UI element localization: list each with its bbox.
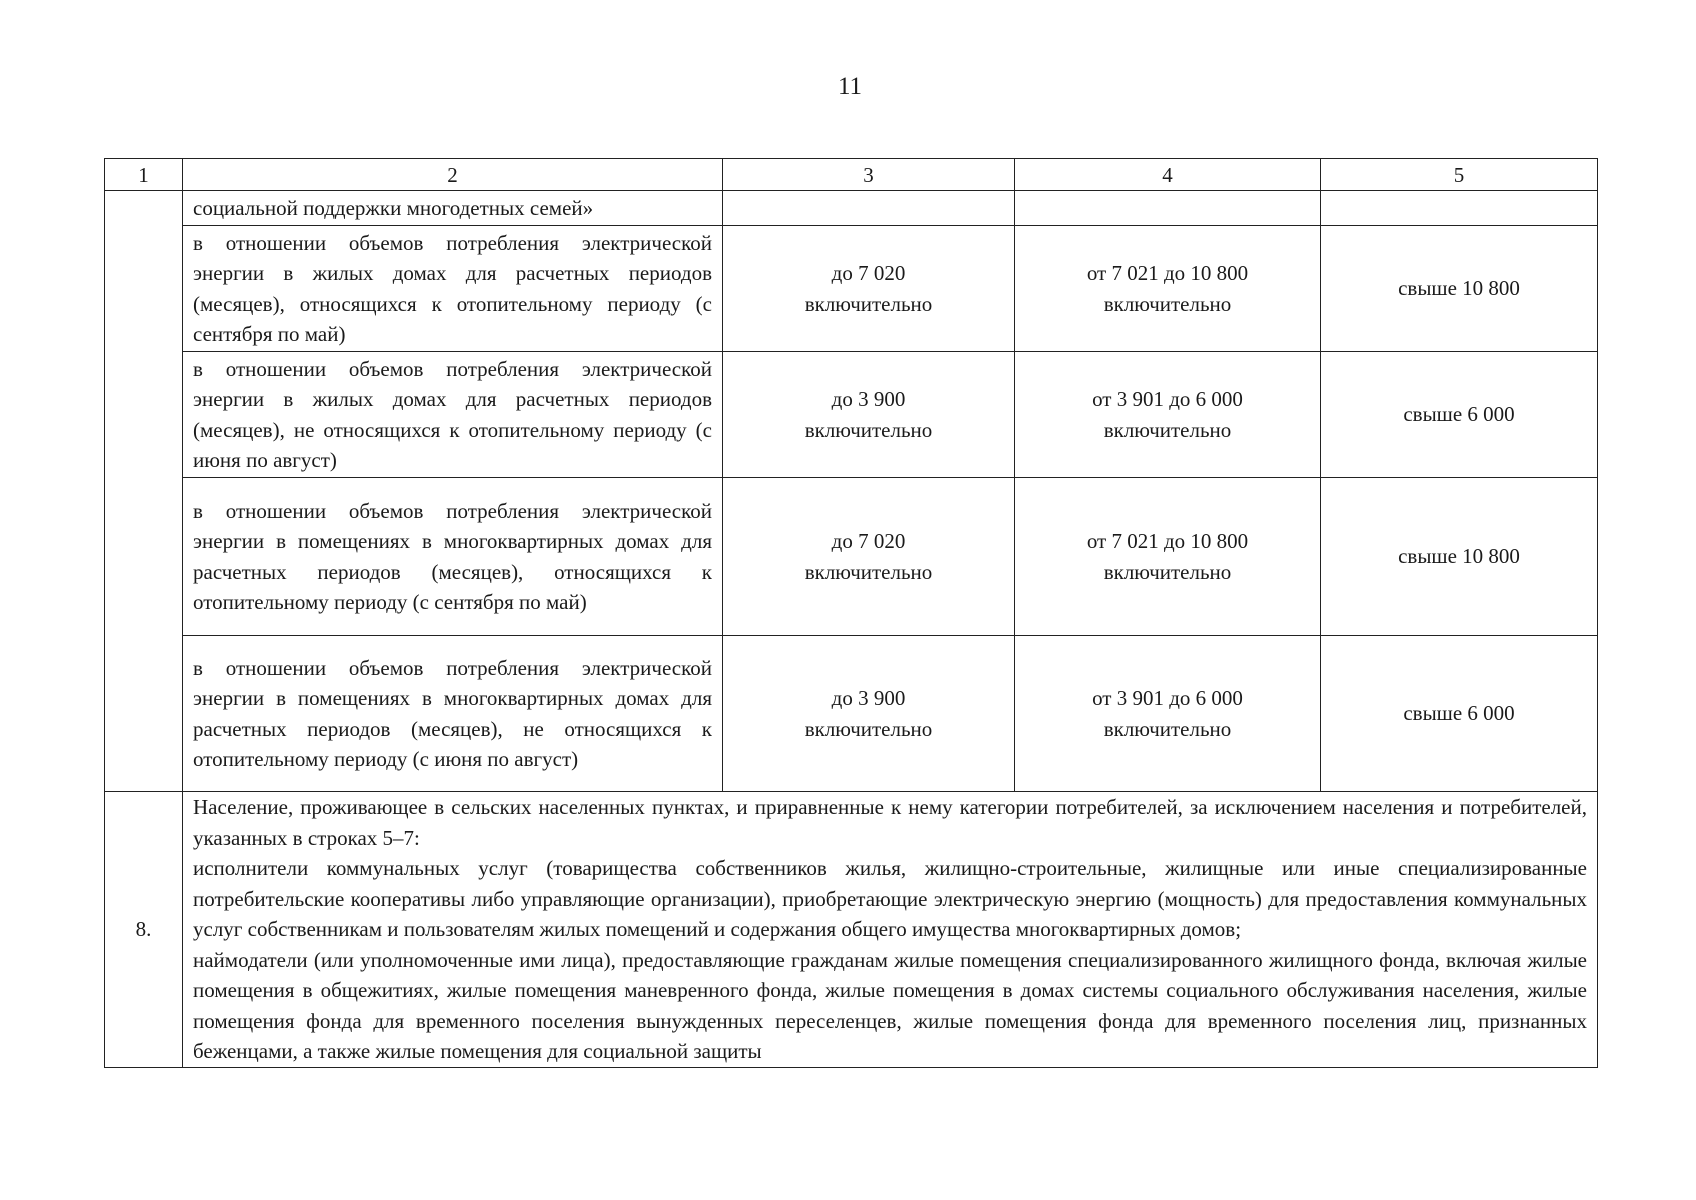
header-row	[105, 159, 1598, 191]
row-number: 8.	[105, 792, 183, 1068]
row-description: в отношении объемов потребления электрической энергии в помещениях в многоквартирных домах для расчетных периодов (месяцев), не относящихся к отопительному периоду (с июня по август)	[183, 636, 723, 792]
row-8-text	[183, 792, 1598, 1068]
col3-suffix: включительно	[804, 559, 933, 584]
col4-range: от 3 901 до 6 000	[1092, 387, 1243, 411]
header-col-1: 1	[105, 159, 183, 191]
continuation-row	[105, 191, 1598, 226]
table-row	[105, 478, 1598, 636]
col5-value: свыше 6 000	[1321, 636, 1598, 792]
col3-value	[723, 352, 1015, 478]
col3-value	[723, 478, 1015, 636]
col4-value	[1015, 352, 1321, 478]
col4-value	[1015, 636, 1321, 792]
col5-value: свыше 10 800	[1321, 478, 1598, 636]
col3-range: до 3 900	[831, 686, 906, 710]
header-col-3: 3	[723, 159, 1015, 191]
col4-range: от 7 021 до 10 800	[1086, 529, 1249, 553]
col3-suffix: включительно	[804, 291, 933, 316]
row-description: в отношении объемов потребления электрической энергии в жилых домах для расчетных периодов (месяцев), относящихся к отопительному периоду (с сентября по май)	[183, 226, 723, 352]
row-description: в отношении объемов потребления электрической энергии в помещениях в многоквартирных домах для расчетных периодов (месяцев), относящихся к отопительному периоду (с сентября по май)	[183, 478, 723, 636]
row-8-paragraph: наймодатели (или уполномоченные ими лица), предоставляющие гражданам жилые помещения специализированного жилищного фонда, включая жилые помещения в общежитиях, жилые помещения маневренного фонда, жилые помещения в домах системы социального обслуживания населения, жилые помещения фонда для временного поселения вынужденных переселенцев, жилые помещения фонда для временного поселения лиц, признанных беженцами, а также жилые помещения для социальной защиты	[193, 947, 1587, 1063]
empty-cell	[1015, 191, 1321, 226]
page-number: 11	[837, 73, 863, 100]
col4-suffix: включительно	[1103, 291, 1232, 316]
tariff-table	[104, 158, 1598, 1068]
col5-value: свыше 6 000	[1321, 352, 1598, 478]
empty-cell	[1321, 191, 1598, 226]
col3-range: до 7 020	[831, 529, 906, 553]
col4-suffix: включительно	[1103, 417, 1232, 442]
row-8-paragraph: исполнители коммунальных услуг (товарищества собственников жилья, жилищно-строительные, жилищные или иные специализированные потребительские кооперативы либо управляющие организации), приобретающие электрическую энергию (мощность) для предоставления коммунальных услуг собственникам и пользователям жилых помещений и содержания общего имущества многоквартирных домов;	[193, 856, 1587, 941]
header-col-2: 2	[183, 159, 723, 191]
continuation-text: социальной поддержки многодетных семей»	[183, 191, 723, 226]
col3-value	[723, 226, 1015, 352]
table-row	[105, 636, 1598, 792]
header-col-5: 5	[1321, 159, 1598, 191]
col4-value	[1015, 226, 1321, 352]
header-col-4: 4	[1015, 159, 1321, 191]
col3-range: до 3 900	[831, 387, 906, 411]
col3-range: до 7 020	[831, 261, 906, 285]
col4-suffix: включительно	[1103, 716, 1232, 741]
col3-value	[723, 636, 1015, 792]
table-row-8	[105, 792, 1598, 1068]
table-row	[105, 352, 1598, 478]
col3-suffix: включительно	[804, 716, 933, 741]
row-description: в отношении объемов потребления электрической энергии в жилых домах для расчетных периодов (месяцев), не относящихся к отопительному периоду (с июня по август)	[183, 352, 723, 478]
row-number-empty	[105, 191, 183, 792]
table-row	[105, 226, 1598, 352]
empty-cell	[723, 191, 1015, 226]
col4-range: от 7 021 до 10 800	[1086, 261, 1249, 285]
col5-value: свыше 10 800	[1321, 226, 1598, 352]
col4-value	[1015, 478, 1321, 636]
col4-suffix: включительно	[1103, 559, 1232, 584]
col3-suffix: включительно	[804, 417, 933, 442]
col4-range: от 3 901 до 6 000	[1092, 686, 1243, 710]
row-8-paragraph: Население, проживающее в сельских населенных пунктах, и приравненные к нему категории потребителей, за исключением населения и потребителей, указанных в строках 5–7:	[193, 795, 1587, 850]
